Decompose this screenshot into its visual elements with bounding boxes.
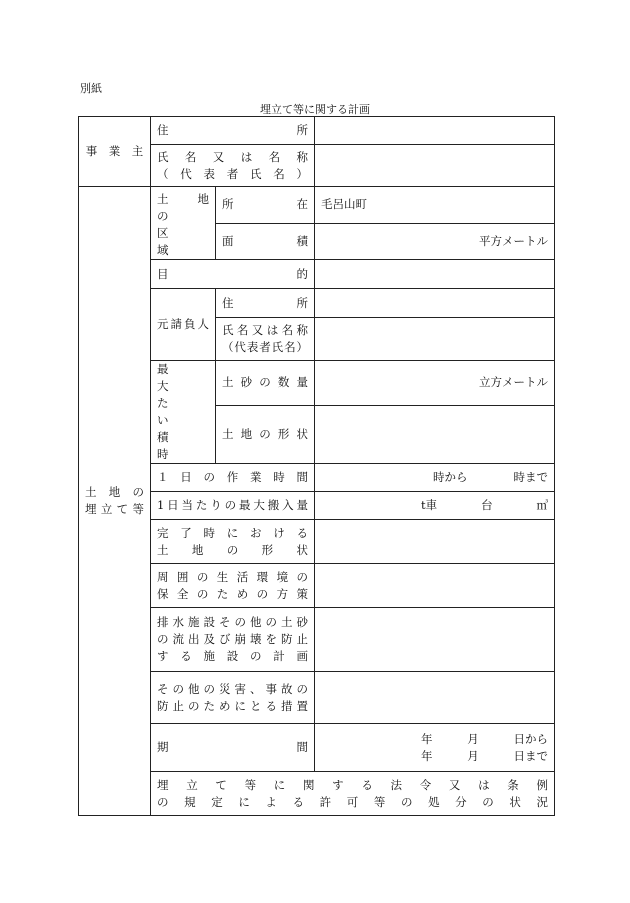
soil-quantity-label: 土砂の数量 (216, 361, 315, 406)
period-to-year: 年 (421, 748, 433, 763)
page-title: 埋立て等に関する計画 (260, 103, 370, 116)
contractor-name-label-line2: （代表者氏名） (222, 340, 308, 354)
work-hours-field[interactable] (315, 464, 555, 492)
operator-address-label: 住 所 (151, 117, 315, 145)
disaster-label (151, 672, 315, 724)
contractor-label: 元請負人 (151, 289, 216, 361)
land-group-label-line2: 埋立て等 (85, 502, 144, 516)
land-shape-label: 土地の形状 (216, 405, 315, 463)
period-to-day: 日まで (513, 748, 548, 763)
environment-label (151, 564, 315, 608)
max-volume-line3: 積 時 (157, 430, 203, 461)
land-group-label (79, 187, 151, 816)
work-hours-from: 時から (433, 470, 468, 484)
plan-form-table (78, 116, 555, 816)
completion-label-line1: 完了時における (157, 525, 308, 540)
purpose-field[interactable] (315, 260, 555, 289)
max-import-count: 台 (481, 498, 493, 512)
max-import-label: 1日当たりの最大搬入量 (151, 492, 315, 520)
purpose-label: 目 的 (151, 260, 315, 289)
operator-name-label-line2: （代表者氏名） (157, 166, 308, 181)
period-from-day: 日から (513, 731, 548, 746)
contractor-name-field[interactable] (315, 318, 555, 361)
period-to-month: 月 (467, 748, 479, 763)
completion-label-line2: 土地の形状 (157, 542, 308, 557)
drainage-label-line3: する施設の計画 (157, 649, 308, 663)
disaster-label-line1: その他の災害、事故の (157, 681, 308, 696)
land-area-group-label (151, 187, 221, 260)
work-hours-to: 時まで (513, 470, 548, 484)
completion-shape-field[interactable] (315, 520, 555, 564)
work-hours-label: １日の作業時間 (151, 464, 315, 492)
area-field[interactable]: 平方メートル (315, 223, 555, 260)
land-group-label-line1: 土 地 の (85, 485, 144, 499)
operator-name-label (151, 145, 315, 187)
contractor-address-label: 住 所 (216, 289, 315, 318)
disaster-field[interactable] (315, 672, 555, 724)
operator-address-field[interactable] (315, 117, 555, 145)
attachment-label: 別紙 (80, 82, 102, 95)
drainage-label-line1: 排水施設その他の土砂 (157, 615, 308, 629)
max-import-unit: ㎥ (536, 498, 548, 512)
drainage-label (151, 608, 315, 672)
completion-shape-label (151, 520, 315, 564)
contractor-name-label-line1: 氏名又は名称 (222, 323, 308, 337)
location-field[interactable]: 毛呂山町 (315, 187, 555, 224)
max-volume-line2: た い (157, 396, 203, 427)
max-import-field[interactable] (315, 492, 555, 520)
legal-status-label (151, 772, 555, 816)
max-volume-group-label (151, 361, 216, 464)
period-from-month: 月 (467, 731, 479, 746)
location-label: 所 在 (216, 187, 315, 224)
legal-status-line1: 埋立て等に関する法令又は条例 (157, 777, 548, 792)
max-volume-line1: 最 大 (157, 362, 203, 393)
land-area-group-line1: 土 地 の (157, 192, 221, 223)
contractor-address-field[interactable] (315, 289, 555, 318)
environment-field[interactable] (315, 564, 555, 608)
period-label: 期 間 (151, 724, 315, 772)
environment-label-line2: 保全のための方策 (157, 586, 308, 601)
contractor-name-label (216, 318, 315, 361)
operator-name-field[interactable] (315, 145, 555, 187)
land-shape-field[interactable] (315, 405, 555, 463)
period-from-year: 年 (421, 731, 433, 746)
period-field[interactable] (315, 724, 555, 772)
land-area-group-line2: 区 域 (157, 226, 203, 257)
max-import-truck: t車 (421, 498, 438, 512)
area-label: 面 積 (216, 223, 315, 260)
operator-name-label-line1: 氏名又は名称 (157, 149, 308, 164)
disaster-label-line2: 防止のためにとる措置 (157, 698, 308, 713)
drainage-label-line2: の流出及び崩壊を防止 (157, 632, 308, 646)
soil-quantity-field[interactable]: 立方メートル (315, 361, 555, 406)
environment-label-line1: 周囲の生活環境の (157, 569, 308, 584)
operator-group-label: 事 業 主 (79, 117, 151, 187)
drainage-field[interactable] (315, 608, 555, 672)
legal-status-line2: の規定による許可等の処分の状況 (157, 794, 548, 809)
